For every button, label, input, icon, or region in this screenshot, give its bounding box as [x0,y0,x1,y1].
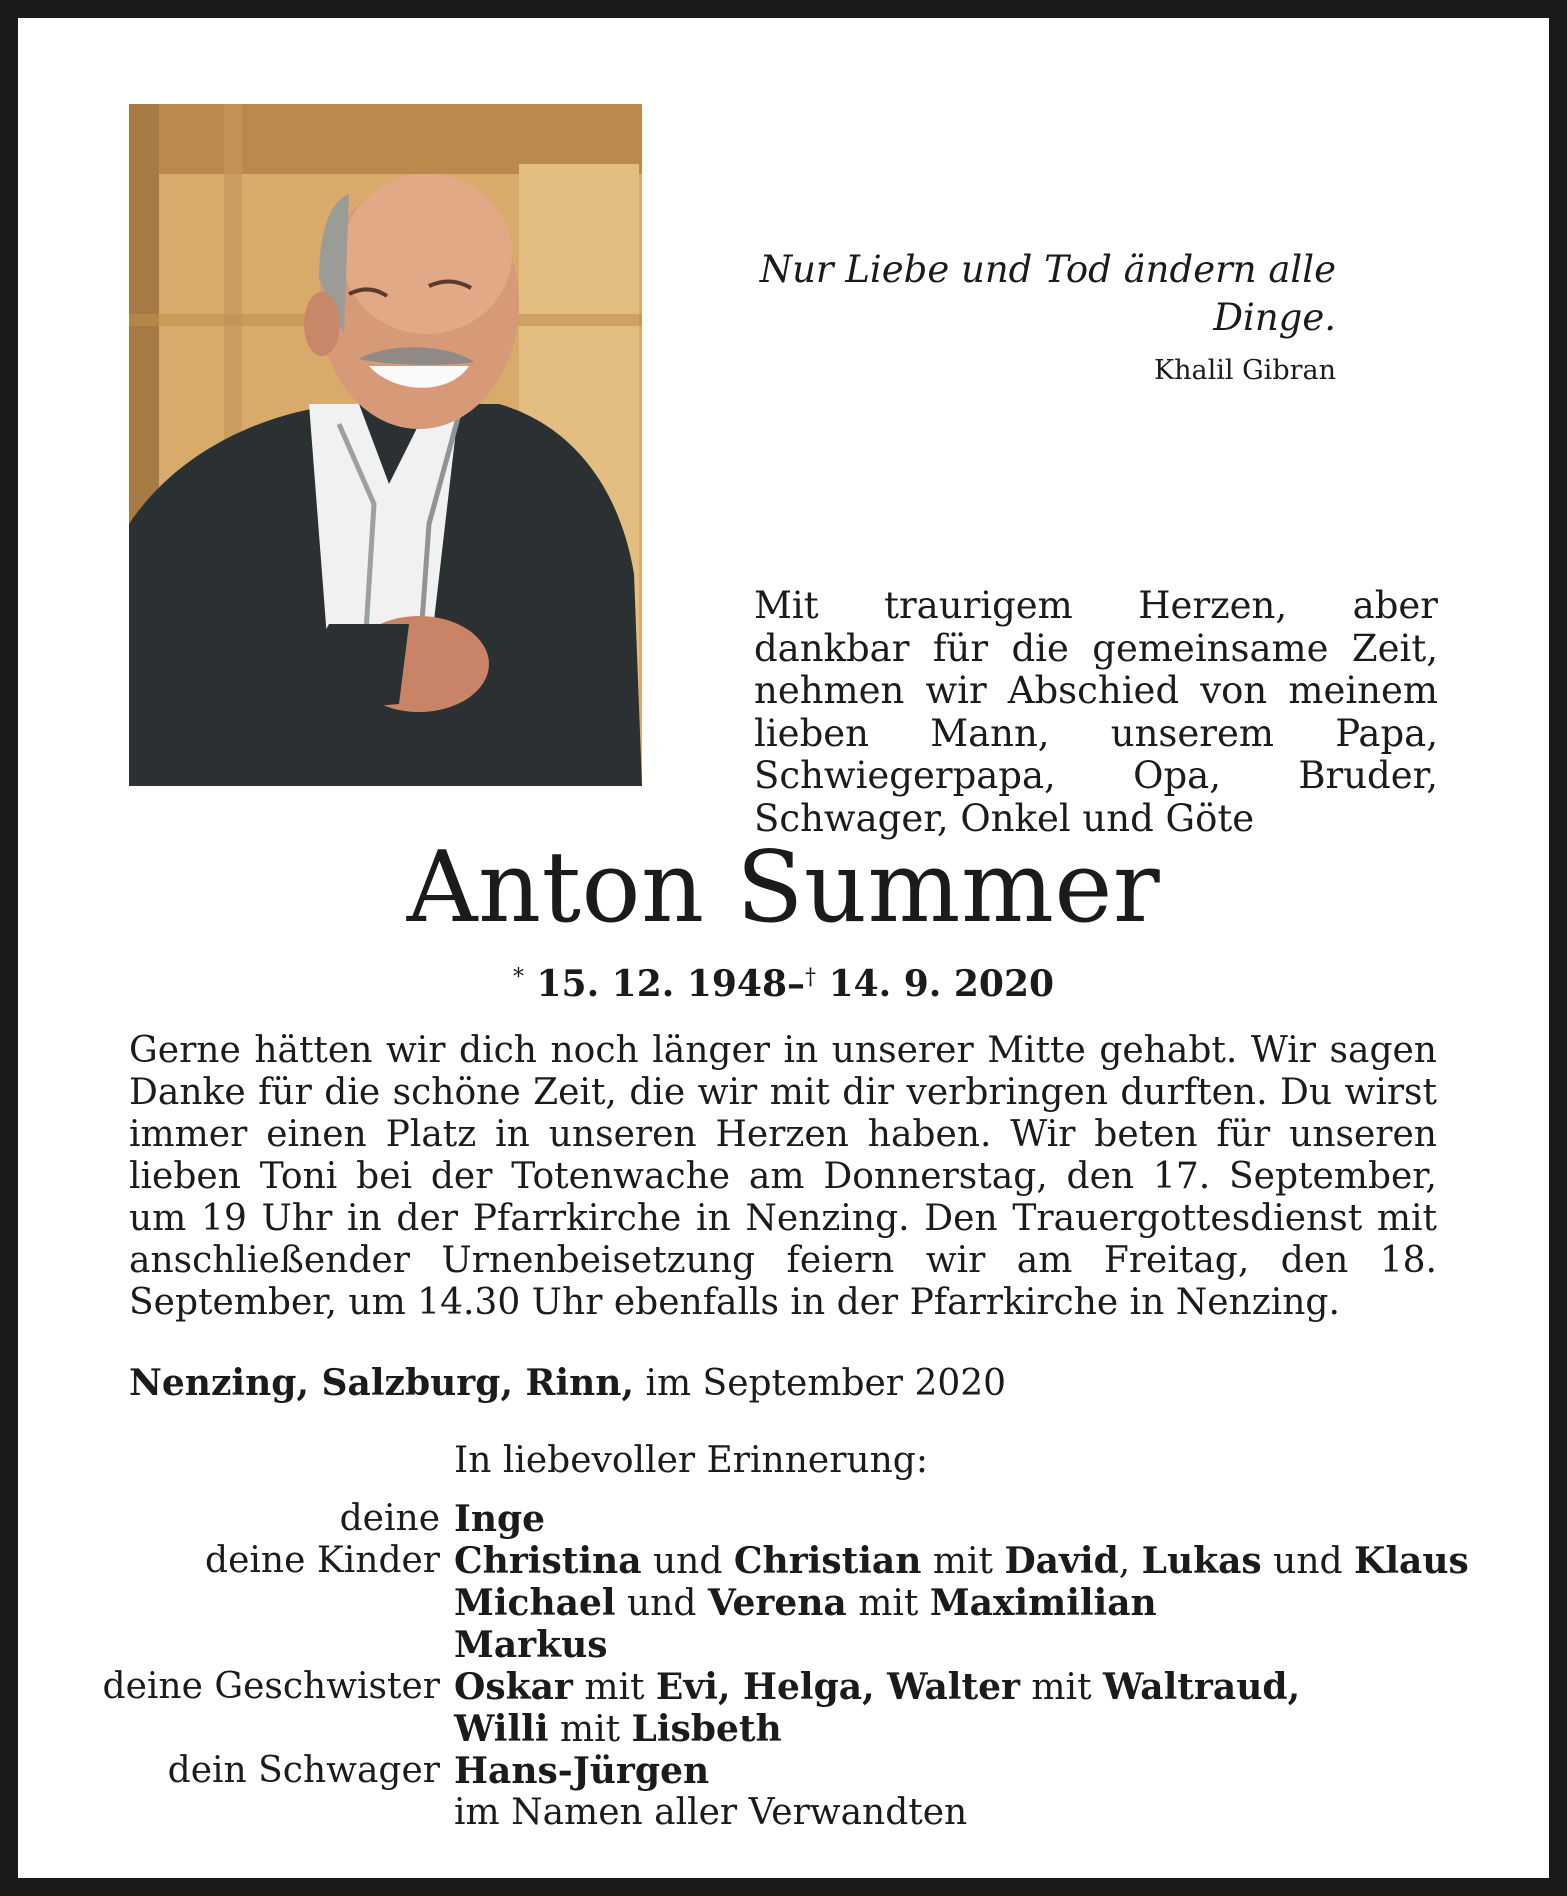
children-names-1 [454,1540,1469,1583]
birth-symbol: * [512,965,524,990]
sibling-name: Oskar [454,1666,573,1708]
family-heading: In liebevoller Erinnerung: [454,1440,928,1481]
body-text: Gerne hätten wir dich noch länger in unserer Mitte gehabt. Wir sagen Danke für die schöne Zeit, die wir mit dir verbringen durften. Du wirst immer einen Platz in unseren Herzen haben. Wir beten für unseren lieben Toni bei der Totenwache am Donnerstag, den 17. September, um 19 Uhr in der Pfarrkirche in Nenzing. Den Trauergottesdienst mit anschließender Urnenbeisetzung feiern wir am Freitag, den 18. September, um 14.30 Uhr ebenfalls in der Pfarrkirche in Nenzing. [129,1030,1437,1323]
sibling-name: Lisbeth [631,1708,782,1750]
siblings-label: deine Geschwister [102,1666,440,1707]
brother-in-law-label: dein Schwager [167,1750,440,1791]
grandchild-name: Lukas [1141,1540,1262,1582]
quote-author: Khalil Gibran [1153,355,1336,386]
siblings-names-2 [454,1708,782,1751]
connector: mit [858,1583,919,1624]
connector: mit [559,1709,621,1750]
sibling-name: Evi, Helga, Walter [655,1666,1020,1708]
place-date: im September 2020 [645,1363,1007,1404]
sibling-name: Willi [454,1708,549,1750]
wife-name: Inge [454,1498,546,1540]
connector: , [1287,1666,1301,1708]
date-separator: – [787,963,806,1005]
connector: und [1273,1541,1343,1582]
child-name: Verena [707,1582,847,1624]
connector: mit [932,1541,993,1582]
death-date: 14. 9. 2020 [828,963,1055,1005]
children-names-3 [454,1624,608,1667]
death-symbol: † [805,965,817,990]
connector: und [653,1541,723,1582]
life-dates [0,955,1567,1007]
place-towns: Nenzing, Salzburg, Rinn, [129,1362,634,1404]
brother-in-law-name: Hans-Jürgen [454,1750,710,1792]
children-names-2 [454,1582,1157,1625]
connector: und [626,1583,697,1624]
sibling-name: Waltraud [1103,1666,1288,1708]
connector: mit [1031,1667,1092,1708]
portrait-illustration [129,104,642,786]
closing-text: im Namen aller Verwandten [454,1792,968,1833]
intro-text: Mit traurigem Herzen, aber dankbar für die gemeinsame Zeit, nehmen wir Abschied von meinem lieben Mann, unserem Papa, Schwiegerpapa, Opa, Bruder, Schwager, Onkel und Göte [754,584,1438,840]
portrait-photo [129,104,642,786]
connector: , [1118,1541,1131,1582]
siblings-names-1 [454,1666,1300,1709]
grandchild-name: David [1004,1540,1119,1582]
place-line [129,1361,1006,1406]
birth-date: 15. 12. 1948 [536,963,788,1005]
grandchild-name: Maximilian [929,1582,1157,1624]
child-name: Christian [733,1540,922,1582]
quote-block [700,246,1360,390]
deceased-name: Anton Summer [406,831,1161,945]
child-name: Michael [454,1582,616,1624]
child-name: Markus [454,1624,608,1666]
children-label: deine Kinder [205,1540,440,1581]
wife-label: deine [339,1498,440,1539]
wife-names [454,1498,545,1541]
connector: mit [584,1667,645,1708]
quote-text: Nur Liebe und Tod ändern alle Dinge. [759,248,1336,339]
child-name: Christina [454,1540,642,1582]
brother-in-law-names [454,1750,709,1793]
grandchild-name: Klaus [1354,1540,1469,1582]
